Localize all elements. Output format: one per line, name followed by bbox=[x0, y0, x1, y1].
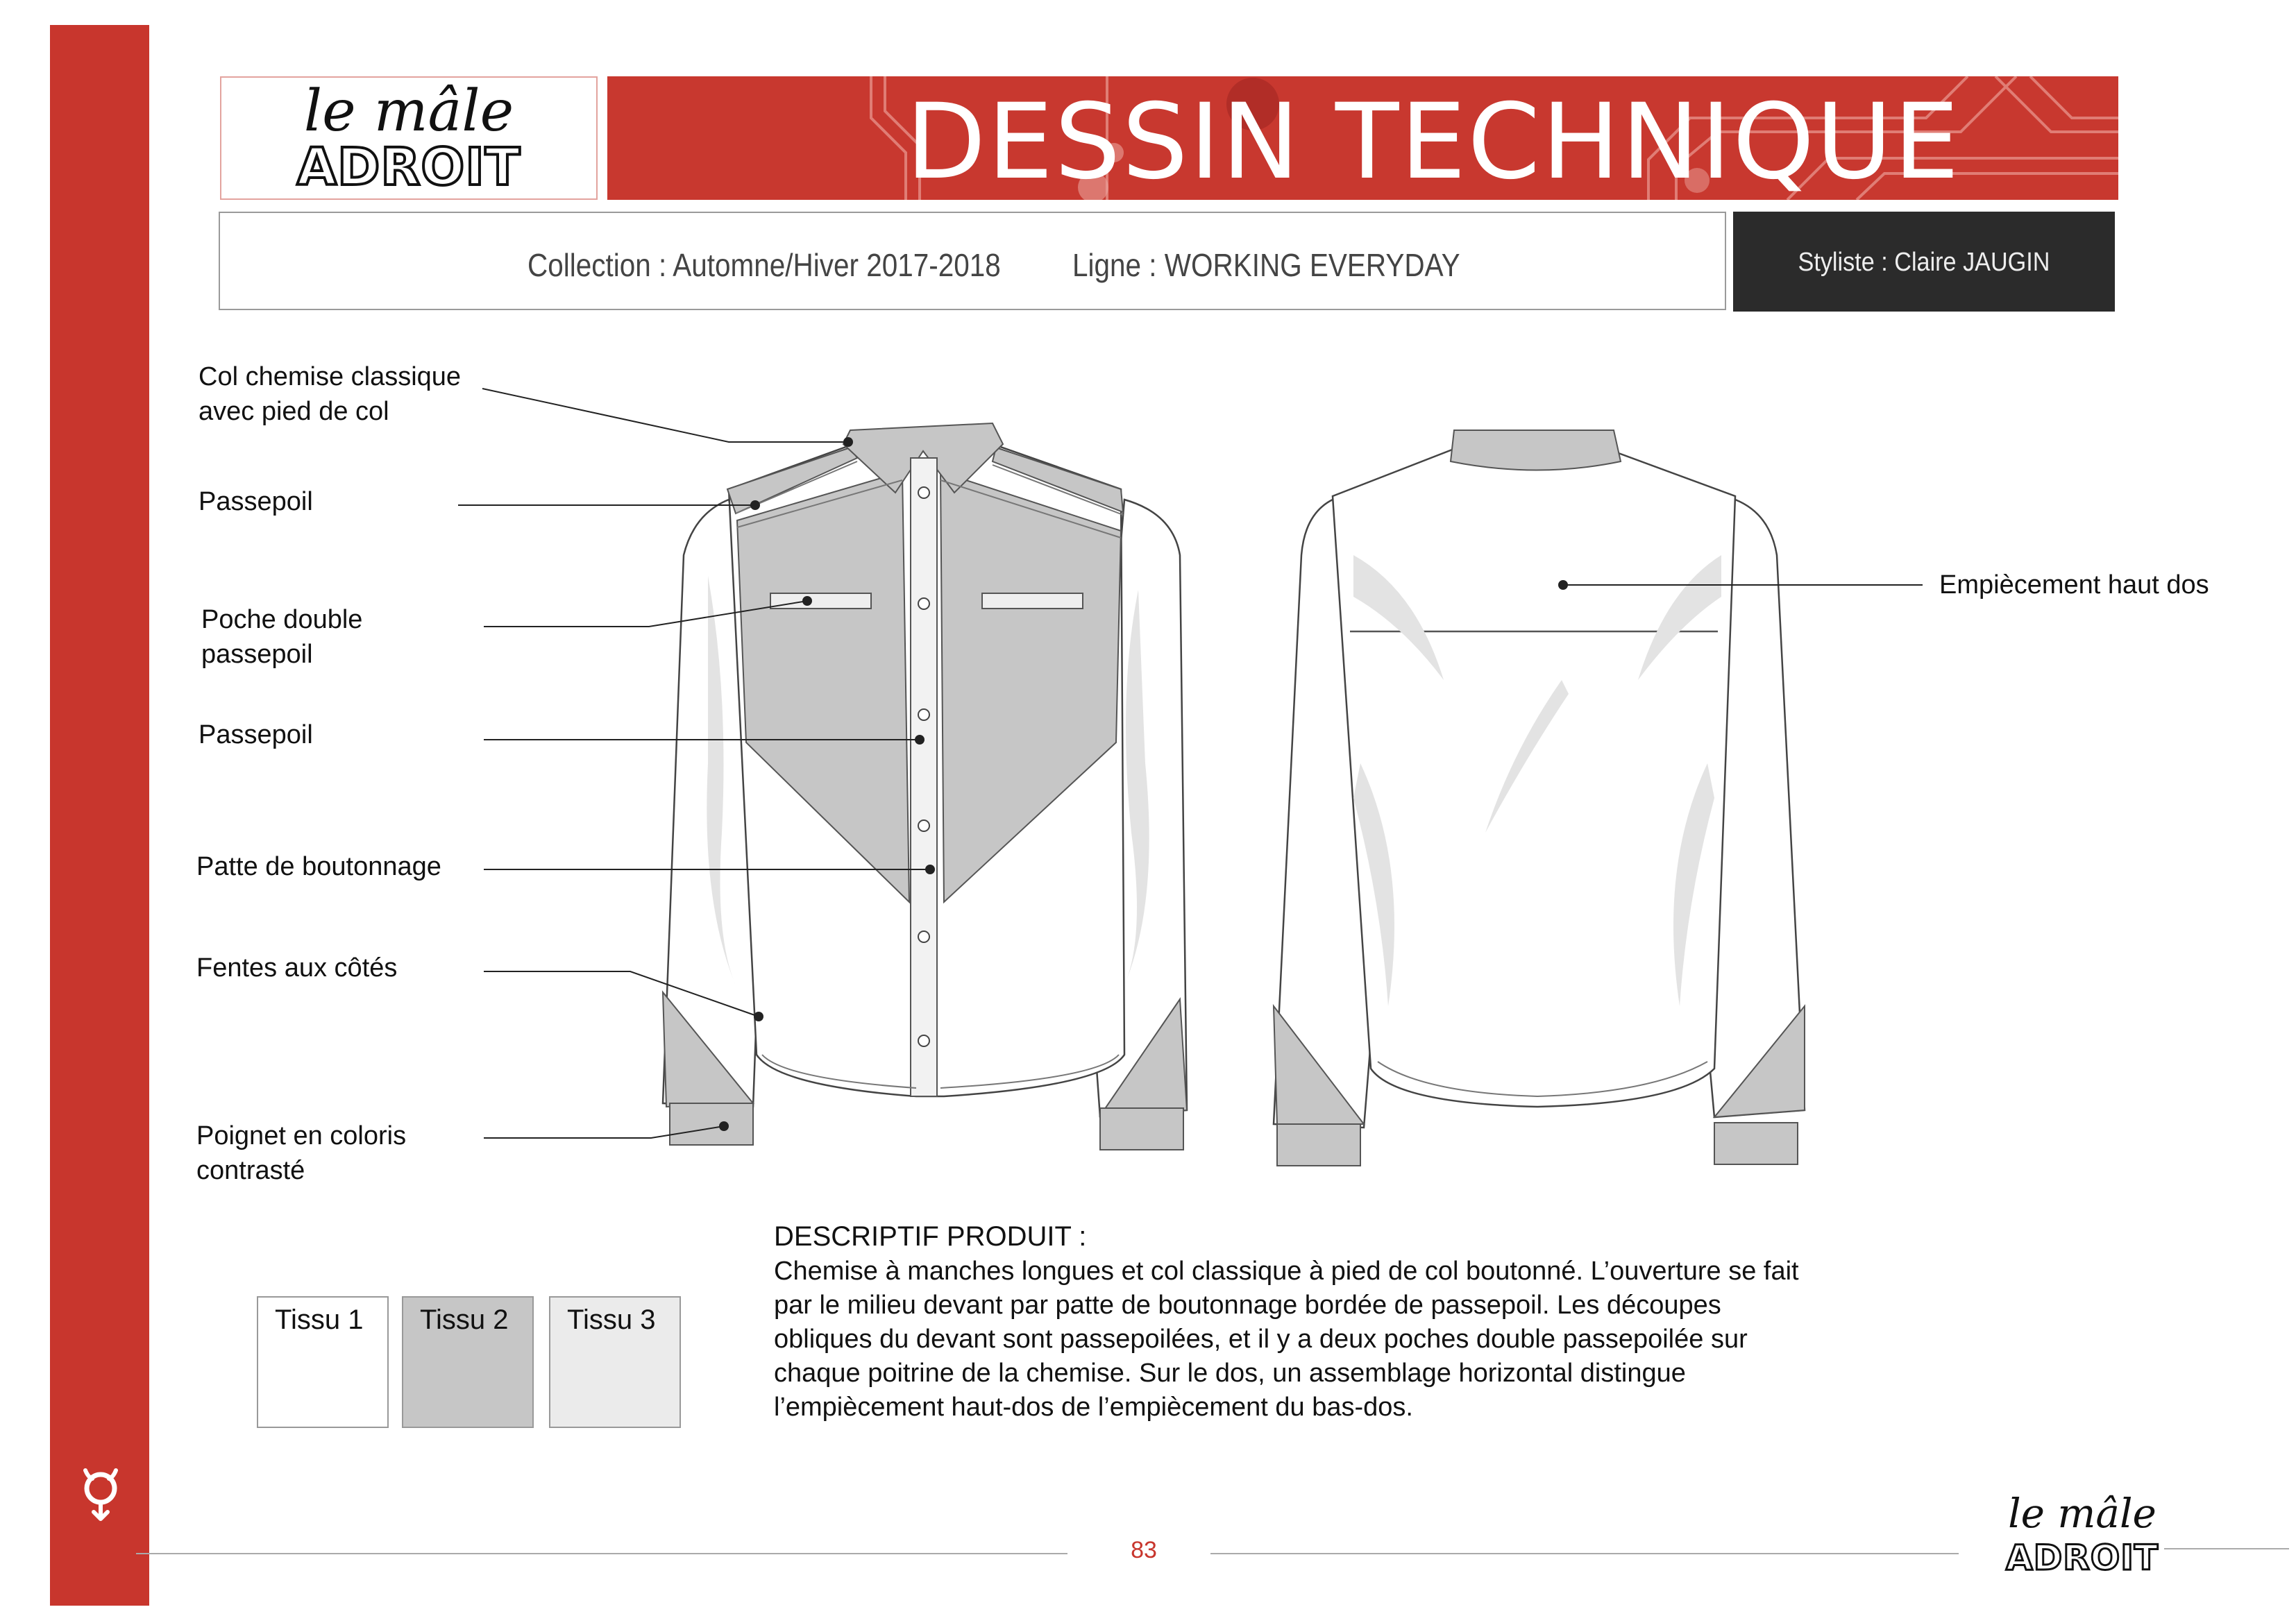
callout-passepoil-2: Passepoil bbox=[199, 720, 313, 749]
page-title: DESSIN TECHNIQUE bbox=[906, 82, 1961, 200]
front-left-cuff bbox=[670, 1103, 753, 1145]
fabric-label-1: Tissu 1 bbox=[275, 1305, 364, 1335]
back-collar bbox=[1451, 430, 1621, 470]
footer-logo bbox=[1999, 1492, 2166, 1589]
page-number: 83 bbox=[1131, 1537, 1157, 1563]
logo-script-text: le mâle bbox=[303, 78, 514, 144]
callout-poche-line1: Poche double bbox=[201, 605, 363, 634]
callout-poignet-line1: Poignet en coloris bbox=[196, 1121, 407, 1150]
fabric-label-3: Tissu 3 bbox=[567, 1305, 656, 1335]
collection-text: Collection : Automne/Hiver 2017-2018 bbox=[527, 247, 1001, 283]
callout-poignet-line2: contrasté bbox=[196, 1156, 305, 1185]
callout-poche-line2: passepoil bbox=[201, 640, 313, 669]
front-right-cuff bbox=[1100, 1108, 1183, 1150]
front-placket bbox=[911, 458, 937, 1096]
footer-logo-script: le mâle bbox=[2008, 1490, 2156, 1537]
callout-passepoil-1: Passepoil bbox=[199, 487, 313, 516]
fabric-label-2: Tissu 2 bbox=[420, 1305, 509, 1335]
description-body: Chemise à manches longues et col classique à pied de col boutonné. L’ouverture se fait par le milieu devant par patte de boutonnage bordée de passepoil. Les découpes obliques du devant sont passepoilées, et il y a deux poches double passepoilée sur chaque poitrine de la chemise. Sur le dos, un assemblage horizontal distingue l’empiècement haut-dos de l’empiècement du bas-dos. bbox=[774, 1257, 1799, 1422]
footer-divider-left bbox=[136, 1553, 1067, 1554]
shirt-front-drawing bbox=[663, 423, 1187, 1150]
shirt-back-drawing bbox=[1274, 430, 1805, 1166]
fabric-swatch-3 bbox=[549, 1296, 681, 1428]
callout-empiecement: Empiècement haut dos bbox=[1939, 570, 2209, 600]
front-right-pocket bbox=[982, 593, 1083, 609]
logo-bold-text: ADROIT bbox=[296, 137, 521, 197]
ligne-text: Ligne : WORKING EVERYDAY bbox=[1072, 247, 1460, 283]
footer-logo-bold: ADROIT bbox=[2006, 1538, 2159, 1578]
back-left-cuff bbox=[1277, 1124, 1360, 1166]
fabric-swatch-2 bbox=[402, 1296, 534, 1428]
front-left-pocket bbox=[770, 593, 871, 609]
callout-fentes: Fentes aux côtés bbox=[196, 953, 398, 983]
callout-col-line2: avec pied de col bbox=[199, 397, 389, 426]
stylist-text: Styliste : Claire JAUGIN bbox=[1798, 248, 2050, 277]
footer-divider-far-right bbox=[2164, 1548, 2289, 1549]
back-right-cuff bbox=[1714, 1123, 1798, 1164]
description-title: DESCRIPTIF PRODUIT : bbox=[774, 1221, 1087, 1252]
back-body bbox=[1333, 448, 1735, 1107]
footer-divider-right bbox=[1210, 1553, 1959, 1554]
fabric-swatch-1 bbox=[257, 1296, 389, 1428]
callout-col-line1: Col chemise classique bbox=[199, 362, 462, 391]
callout-patte: Patte de boutonnage bbox=[196, 852, 441, 881]
